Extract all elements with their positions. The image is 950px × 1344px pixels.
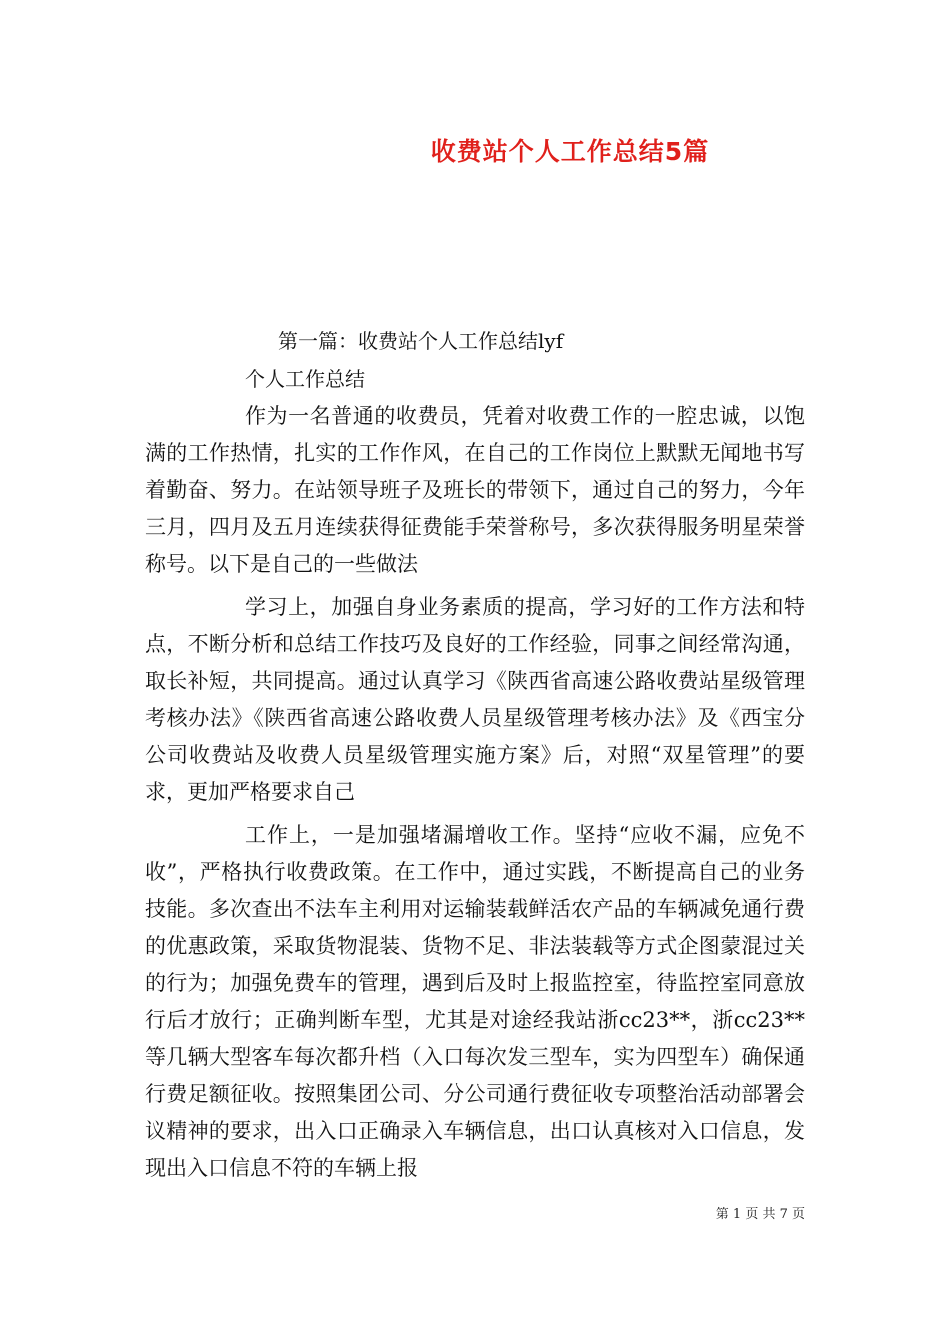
paragraph-study: 学习上，加强自身业务素质的提高，学习好的工作方法和特点，不断分析和总结工作技巧及良好的工作经验，同事之间经常沟通，取长补短，共同提高。通过认真学习《陕西省高速公路收费站星级管理考核办法》《陕西省高速公路收费人员星级管理考核办法》及《西宝分公司收费站及收费人员星级管理实施方案》后，对照“双星管理”的要求，更加严格要求自己 [145,595,805,804]
document-body [145,322,805,1187]
paragraph-intro: 作为一名普通的收费员，凭着对收费工作的一腔忠诚，以饱满的工作热情，扎实的工作作风，在自己的工作岗位上默默无闻地书写着勤奋、努力。在站领导班子及班长的带领下，通过自己的努力，今年三月，四月及五月连续获得征费能手荣誉称号，多次获得服务明星荣誉称号。以下是自己的一些做法 [145,404,805,576]
document-title: 收费站个人工作总结5篇 [430,137,710,166]
chapter-heading: 第一篇：收费站个人工作总结lyf [278,329,564,353]
page-number-footer: 第 1 页 共 7 页 [715,1207,805,1222]
paragraph-work: 工作上，一是加强堵漏增收工作。坚持“应收不漏，应免不收”，严格执行收费政策。在工作中，通过实践，不断提高自己的业务技能。多次查出不法车主利用对运输装载鲜活农产品的车辆减免通行费的优惠政策，采取货物混装、货物不足、非法装载等方式企图蒙混过关的行为；加强免费车的管理，遇到后及时上报监控室，待监控室同意放行后才放行；正确判断车型，尤其是对途经我站浙cc23**，浙cc23**等几辆大型客车每次都升档（入口每次发三型车，实为四型车）确保通行费足额征收。按照集团公司、分公司通行费征收专项整治活动部署会议精神的要求，出入口正确录入车辆信息，出口认真核对入口信息，发现出入口信息不符的车辆上报 [145,823,805,1180]
section-subheading: 个人工作总结 [245,367,365,391]
